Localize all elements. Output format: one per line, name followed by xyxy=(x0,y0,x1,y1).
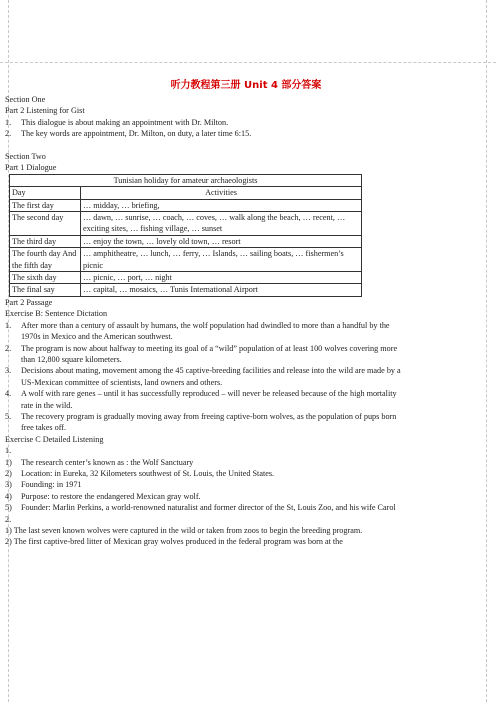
table-row: The fourth day And the fifth day … amphitheatre, … lunch, … ferry, … Islands, … sailing boats, … fishermen’s picnic xyxy=(10,248,362,272)
table-caption: Tunisian holiday for amateur archaeologists xyxy=(10,174,362,186)
dictation-item-4: 4. A wolf with rare genes – until it has successfully reproduced – will never be released because of the high mortality rate in the wild. xyxy=(5,389,397,410)
detail-item: 5) Founder: Marlin Perkins, a world-renowned naturalist and former director of the St, Louis Zoo, and his wife Carol xyxy=(5,503,396,513)
exercise-b-heading: Exercise B: Sentence Dictation xyxy=(5,309,108,319)
part-1-dialogue-heading: Part 1 Dialogue xyxy=(5,163,57,173)
table-row: The final say … capital, … mosaics, … Tunis International Airport xyxy=(10,284,362,296)
detail-item-2-2: 2) The first captive-bred litter of Mexican gray wolves produced in the federal program was born at the xyxy=(5,537,343,547)
table-row: The second day … dawn, … sunrise, … coach, … coves, … walk along the beach, … recent, … exciting sites, … fishing village, … sunset xyxy=(10,212,362,236)
detail-item-2-1: 1) The last seven known wolves were captured in the wild or taken from zoos to begin the breeding program. xyxy=(5,526,363,536)
part-2-gist-heading: Part 2 Listening for Gist xyxy=(5,106,85,116)
gist-item-1: 1. This dialogue is about making an appointment with Dr. Milton. xyxy=(5,117,229,127)
table-row: The sixth day … picnic, … port, … night xyxy=(10,272,362,284)
section-one-heading: Section One xyxy=(5,95,46,104)
dictation-item-1: 1. After more than a century of assault by humans, the wolf population had dwindled to more than a handful by the 1970s in Mexico and the American southwest. xyxy=(5,320,390,342)
section-two-heading: Section Two xyxy=(5,152,46,162)
exercise-c-heading: Exercise C Detailed Listening xyxy=(5,434,104,444)
table-row: The first day … midday, … briefing, xyxy=(10,199,362,211)
detail-item: 3) Founding: in 1971 xyxy=(5,480,82,490)
detail-item: 4) Purpose: to restore the endangered Mexican gray wolf. xyxy=(5,491,201,501)
part-2-passage-heading: Part 2 Passage xyxy=(5,297,53,307)
exercise-c-number-1: 1. xyxy=(5,446,12,456)
document-body xyxy=(5,78,487,548)
table-header-day: Day xyxy=(10,187,81,199)
table-row: The third day … enjoy the town, … lovely old town, … resort xyxy=(10,235,362,247)
detail-item: 2) Location: in Eureka, 32 Kilometers southwest of St. Louis, the United States. xyxy=(5,468,275,478)
holiday-table xyxy=(9,174,362,297)
dictation-item-3: 3. Decisions about mating, movement among the 45 captive-breeding facilities and release into the wild are made by a US-Mexican committee of scientists, land owners and others. xyxy=(5,366,401,387)
dictation-item-2: 2. The program is now about halfway to meeting its goal of a “wild” population of at least 100 wolves covering more than 12,800 square kilometers. xyxy=(5,343,398,364)
exercise-c-number-2: 2. xyxy=(5,514,12,524)
page-title: 听力教程第三册 Unit 4 部分答案 xyxy=(170,80,322,91)
detail-item: 1) The research center’s known as : the Wolf Sanctuary xyxy=(5,457,194,467)
dictation-item-5: 5. The recovery program is gradually moving away from freeing captive-born wolves, as the population of pups born free takes off. xyxy=(5,411,397,433)
margin-guide-top xyxy=(0,62,496,63)
table-header-activities: Activities xyxy=(81,187,362,199)
gist-item-2: 2. The key words are appointment, Dr. Milton, on duty, a later time 6:15. xyxy=(5,129,252,139)
